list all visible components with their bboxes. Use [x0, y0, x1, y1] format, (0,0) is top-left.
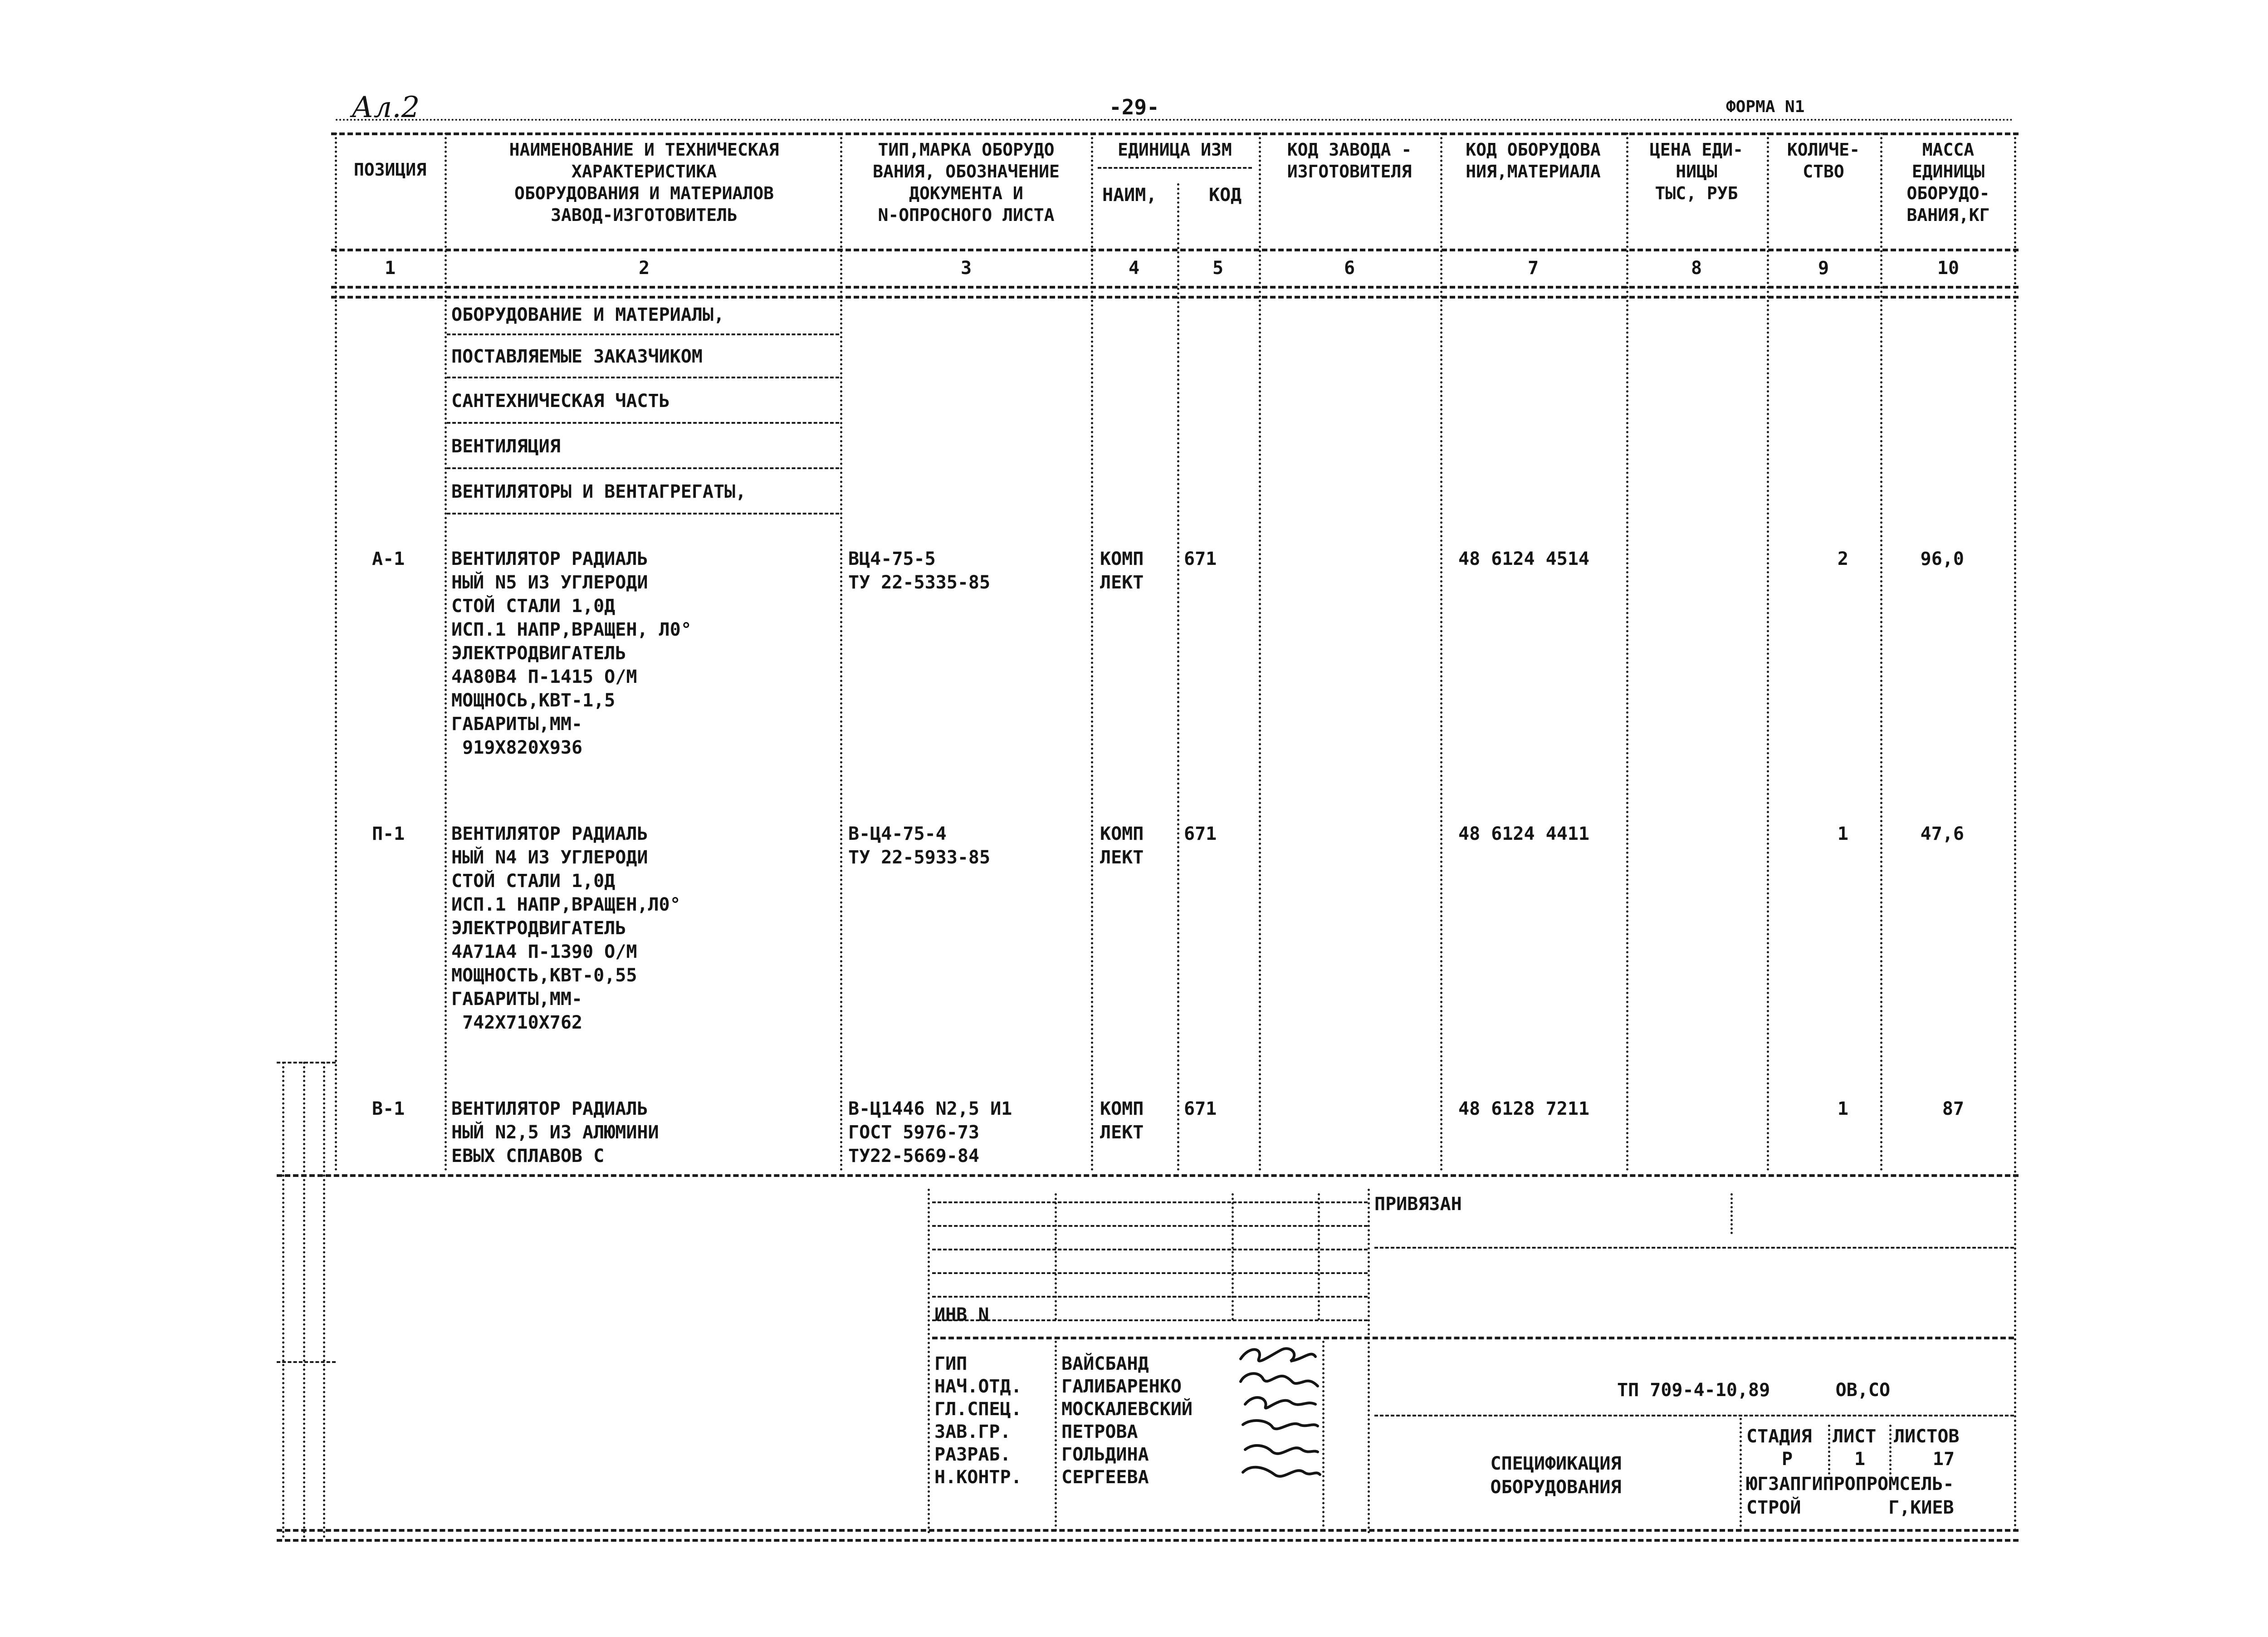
stamp-main-top-rule: [932, 1337, 2014, 1339]
margin-col: [323, 1062, 325, 1538]
person-name: ВАЙСБАНД: [1061, 1353, 1149, 1374]
stamp-col: [1889, 1425, 1892, 1475]
col-num-5: 5: [1212, 258, 1224, 279]
margin-col: [282, 1062, 284, 1538]
margin-rule: [277, 1062, 336, 1064]
role-group-head: ЗАВ.ГР.: [934, 1421, 1011, 1442]
stamp-col: [1322, 1341, 1325, 1531]
section-heading: САНТЕХНИЧЕСКАЯ ЧАСТЬ: [451, 391, 670, 412]
top-dotted-rule: [336, 119, 2014, 121]
col-num-8: 8: [1691, 258, 1702, 279]
person-name: ПЕТРОВА: [1061, 1421, 1138, 1442]
header-bottom-rule: [331, 249, 2019, 251]
table-bottom-rule: [277, 1174, 2019, 1177]
section-rule: [447, 422, 839, 424]
section-heading: ПОСТАВЛЯЕМЫЕ ЗАКАЗЧИКОМ: [451, 346, 703, 367]
revision-col: [1055, 1193, 1057, 1320]
row-unit: КОМП ЛЕКТ: [1100, 823, 1144, 868]
col-sep-1: [445, 132, 447, 1171]
person-name: ГОЛЬДИНА: [1061, 1444, 1149, 1465]
col-num-6: 6: [1344, 258, 1355, 279]
col-head-unit: ЕДИНИЦА ИЗМ: [1118, 140, 1232, 160]
unit-subhead-name: НАИМ,: [1102, 185, 1157, 206]
col-num-1: 1: [384, 258, 396, 279]
person-name: СЕРГЕЕВА: [1061, 1467, 1149, 1488]
sheet-header: ЛИСТ: [1833, 1426, 1877, 1447]
title-rule: [1374, 1415, 2014, 1416]
col-num-2: 2: [638, 258, 650, 279]
stamp-left-border: [928, 1189, 930, 1534]
revision-rule: [932, 1225, 1368, 1227]
revision-rule: [932, 1319, 1368, 1321]
col-num-3: 3: [960, 258, 972, 279]
stage-value: Р: [1781, 1449, 1793, 1470]
stage-header: СТАДИЯ: [1746, 1426, 1812, 1447]
col-sep-4: [1177, 183, 1179, 1171]
col-sep-2: [840, 132, 842, 1171]
col-head-price: ЦЕНА ЕДИ- НИЦЫ ТЫС, РУБ: [1650, 140, 1743, 203]
section-heading: ВЕНТИЛЯТОРЫ И ВЕНТАГРЕГАТЫ,: [451, 481, 747, 502]
row-name: ВЕНТИЛЯТОР РАДИАЛЬ НЫЙ N4 ИЗ УГЛЕРОДИ СТОЙ СТАЛИ 1,0Д ИСП.1 НАПР,ВРАЩЕН,Л0° ЭЛЕКТРОДВИГАТЕЛЬ 4А71А4 П-1390 О/М МОЩНОСТЬ,КВТ-0,55 ГАБАРИТЫ,ММ- 742Х710Х762: [451, 823, 681, 1033]
numbers-double-rule: [331, 296, 2019, 299]
person-name: МОСКАЛЕВСКИЙ: [1061, 1399, 1193, 1420]
document-code: ТП 709-4-10,89 ОВ,СО: [1617, 1380, 1891, 1401]
col-head-name: НАИМЕНОВАНИЕ И ТЕХНИЧЕСКАЯ ХАРАКТЕРИСТИКА ОБОРУДОВАНИЯ И МАТЕРИАЛОВ ЗАВОД-ИЗГОТОВИТЕЛЬ: [509, 140, 779, 225]
header-top-rule: [331, 132, 2019, 135]
col-sep-5: [1259, 132, 1261, 1171]
col-sep-3: [1091, 132, 1093, 1171]
bottom-rule: [277, 1529, 2019, 1532]
row-unit-code: 671: [1184, 1098, 1217, 1119]
row-unit: КОМП ЛЕКТ: [1100, 549, 1144, 593]
handwritten-signatures-icon: [1232, 1341, 1322, 1490]
sheet-mark: Ал.2: [352, 91, 420, 124]
bottom-double-rule: [277, 1539, 2019, 1542]
person-name: ГАЛИБАРЕНКО: [1061, 1376, 1182, 1397]
sheet-value: 1: [1854, 1449, 1866, 1470]
unit-subhead-code: КОД: [1209, 185, 1242, 206]
section-heading: ВЕНТИЛЯЦИЯ: [451, 436, 561, 457]
col-head-type: ТИП,МАРКА ОБОРУДО ВАНИЯ, ОБОЗНАЧЕНИЕ ДОКУМЕНТА И N-ОПРОСНОГО ЛИСТА: [873, 140, 1060, 225]
section-rule: [447, 333, 839, 335]
role-head-of-department: НАЧ.ОТД.: [934, 1376, 1022, 1397]
document-title: СПЕЦИФИКАЦИЯ ОБОРУДОВАНИЯ: [1490, 1453, 1622, 1498]
row-type: В-Ц1446 N2,5 И1 ГОСТ 5976-73 ТУ22-5669-84: [848, 1098, 1012, 1166]
row-name: ВЕНТИЛЯТОР РАДИАЛЬ НЫЙ N2,5 ИЗ АЛЮМИНИ ЕВЫХ СПЛАВОВ С: [451, 1098, 659, 1166]
row-quantity: 1: [1837, 1098, 1848, 1119]
numbers-bottom-rule: [331, 286, 2019, 289]
row-position: А-1: [372, 549, 405, 569]
row-mass: 96,0: [1920, 549, 1964, 569]
section-heading: ОБОРУДОВАНИЕ И МАТЕРИАЛЫ,: [451, 304, 725, 325]
col-num-4: 4: [1128, 258, 1140, 279]
col-head-factory-code: КОД ЗАВОДА - ИЗГОТОВИТЕЛЯ: [1287, 140, 1412, 181]
stamp-col: [1055, 1341, 1057, 1531]
margin-col: [303, 1062, 305, 1538]
row-type: В-Ц4-75-4 ТУ 22-5933-85: [848, 823, 991, 868]
col-head-quantity: КОЛИЧЕ- СТВО: [1787, 140, 1860, 181]
section-rule: [447, 513, 839, 515]
col-sep-8: [1767, 132, 1769, 1171]
col-num-9: 9: [1818, 258, 1829, 279]
section-rule: [447, 377, 839, 378]
sheets-header: ЛИСТОВ: [1894, 1426, 1960, 1447]
stamp-col: [1828, 1425, 1830, 1475]
col-sep-right: [2014, 132, 2016, 1532]
row-unit-code: 671: [1184, 823, 1217, 844]
section-rule: [447, 467, 839, 469]
linked-col: [1730, 1193, 1733, 1234]
role-chief-engineer: ГИП: [934, 1353, 968, 1374]
role-developer: РАЗРАБ.: [934, 1444, 1011, 1465]
col-num-10: 10: [1937, 258, 1960, 279]
row-mass: 47,6: [1920, 823, 1964, 844]
col-sep-left: [335, 132, 337, 1171]
row-equipment-code: 48 6124 4411: [1458, 823, 1589, 844]
col-sep-6: [1440, 132, 1442, 1171]
stamp-col: [1740, 1418, 1742, 1531]
col-num-7: 7: [1527, 258, 1539, 279]
row-type: ВЦ4-75-5 ТУ 22-5335-85: [848, 549, 991, 593]
row-position: П-1: [372, 823, 405, 844]
row-equipment-code: 48 6128 7211: [1458, 1098, 1589, 1119]
row-name: ВЕНТИЛЯТОР РАДИАЛЬ НЫЙ N5 ИЗ УГЛЕРОДИ СТОЙ СТАЛИ 1,0Д ИСП.1 НАПР,ВРАЩЕН, Л0° ЭЛЕКТРОДВИГАТЕЛЬ 4А80В4 П-1415 О/М МОЩНОСЬ,КВТ-1,5 ГАБАРИТЫ,ММ- 919Х820Х936: [451, 549, 692, 758]
revision-rule: [932, 1201, 1368, 1203]
row-unit: КОМП ЛЕКТ: [1100, 1098, 1144, 1143]
row-position: В-1: [372, 1098, 405, 1119]
col-head-position: ПОЗИЦИЯ: [353, 160, 427, 180]
row-quantity: 1: [1837, 823, 1848, 844]
stamp-mid-border: [1368, 1189, 1370, 1534]
col-sep-9: [1880, 132, 1882, 1171]
organization: ЮГЗАПГИПРОПРОМСЕЛЬ- СТРОЙ Г,КИЕВ: [1746, 1474, 1954, 1518]
revision-rule: [932, 1296, 1368, 1298]
revision-col: [1232, 1193, 1234, 1320]
col-sep-7: [1626, 132, 1628, 1171]
linked-rule: [1374, 1247, 2014, 1249]
role-chief-specialist: ГЛ.СПЕЦ.: [934, 1399, 1022, 1420]
linked-label: ПРИВЯЗАН: [1374, 1194, 1462, 1215]
row-quantity: 2: [1837, 549, 1848, 569]
sheets-value: 17: [1932, 1449, 1955, 1470]
row-mass: 87: [1942, 1098, 1964, 1119]
revision-col: [1318, 1193, 1320, 1320]
unit-subhead-rule: [1098, 167, 1252, 169]
revision-rule: [932, 1272, 1368, 1274]
row-equipment-code: 48 6124 4514: [1458, 549, 1589, 569]
form-number: ФОРМА N1: [1726, 98, 1805, 116]
role-norm-control: Н.КОНТР.: [934, 1467, 1022, 1488]
col-head-mass: МАССА ЕДИНИЦЫ ОБОРУДО- ВАНИЯ,КГ: [1906, 140, 1990, 225]
revision-rule: [932, 1249, 1368, 1250]
col-head-equipment-code: КОД ОБОРУДОВА НИЯ,МАТЕРИАЛА: [1466, 140, 1601, 181]
inventory-number-label: ИНВ N: [934, 1304, 989, 1325]
page-number: -29-: [1109, 95, 1159, 119]
margin-rule: [277, 1361, 336, 1363]
row-unit-code: 671: [1184, 549, 1217, 569]
